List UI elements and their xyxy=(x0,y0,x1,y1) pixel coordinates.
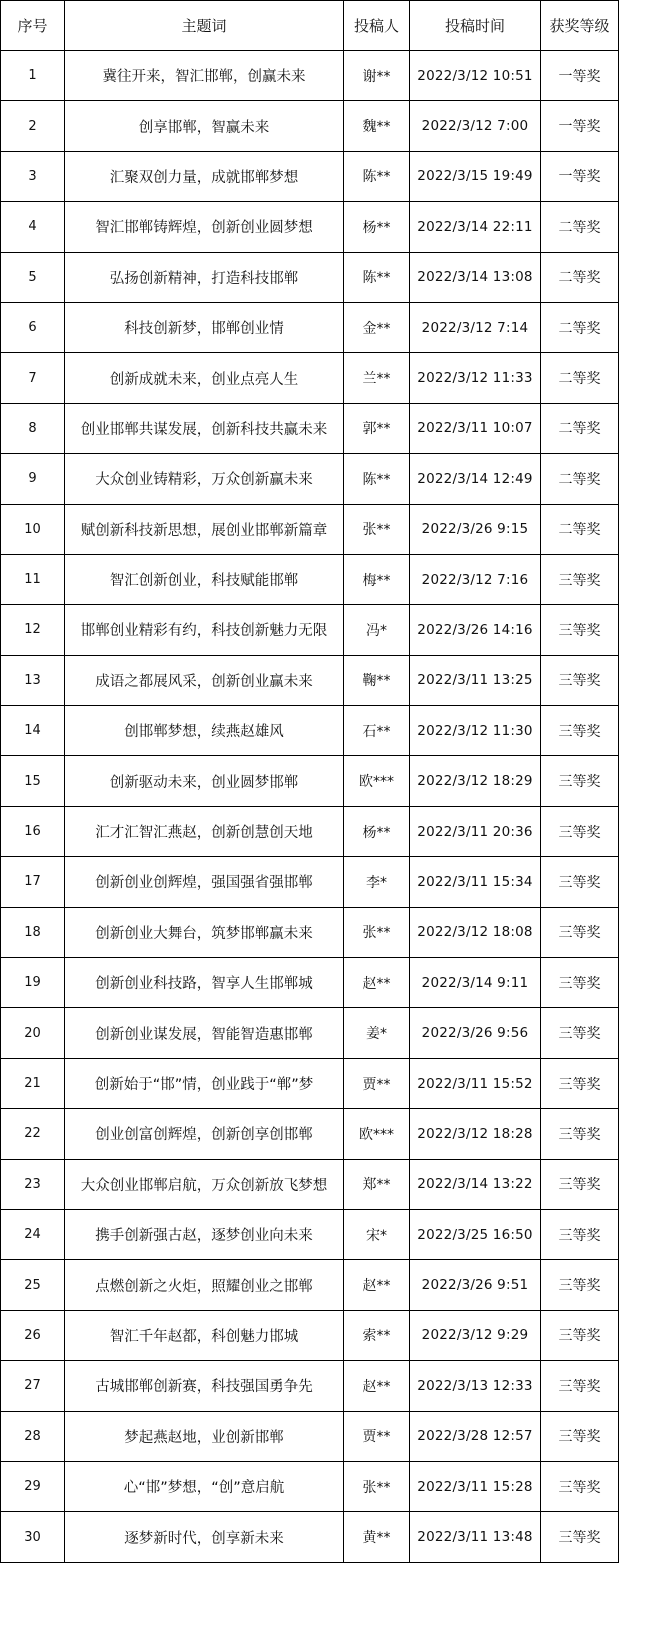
cell-time: 2022/3/12 10:51 xyxy=(410,51,541,101)
cell-author: 谢** xyxy=(344,51,410,101)
cell-theme: 智汇邯郸铸辉煌，创新创业圆梦想 xyxy=(65,202,344,252)
cell-theme: 邯郸创业精彩有约，科技创新魅力无限 xyxy=(65,605,344,655)
table-row xyxy=(1,1512,619,1562)
cell-time: 2022/3/14 9:11 xyxy=(410,958,541,1008)
cell-time: 2022/3/12 7:14 xyxy=(410,302,541,352)
cell-award: 三等奖 xyxy=(541,1411,619,1461)
cell-theme: 汇聚双创力量，成就邯郸梦想 xyxy=(65,151,344,201)
cell-time: 2022/3/12 18:08 xyxy=(410,907,541,957)
table-row xyxy=(1,504,619,554)
header-index: 序号 xyxy=(1,1,65,51)
cell-index: 10 xyxy=(1,504,65,554)
cell-award: 二等奖 xyxy=(541,403,619,453)
table-row xyxy=(1,958,619,1008)
table-row xyxy=(1,252,619,302)
cell-award: 三等奖 xyxy=(541,1310,619,1360)
cell-theme: 赋创新科技新思想，展创业邯郸新篇章 xyxy=(65,504,344,554)
cell-author: 陈** xyxy=(344,454,410,504)
cell-index: 7 xyxy=(1,353,65,403)
cell-time: 2022/3/12 7:00 xyxy=(410,101,541,151)
cell-author: 赵** xyxy=(344,1260,410,1310)
cell-index: 19 xyxy=(1,958,65,1008)
cell-index: 13 xyxy=(1,655,65,705)
cell-time: 2022/3/26 9:56 xyxy=(410,1008,541,1058)
cell-index: 11 xyxy=(1,554,65,604)
cell-author: 郭** xyxy=(344,403,410,453)
cell-theme: 科技创新梦，邯郸创业情 xyxy=(65,302,344,352)
table-row xyxy=(1,403,619,453)
cell-award: 三等奖 xyxy=(541,857,619,907)
cell-author: 贾** xyxy=(344,1058,410,1108)
cell-theme: 创新创业大舞台，筑梦邯郸赢未来 xyxy=(65,907,344,957)
cell-index: 27 xyxy=(1,1361,65,1411)
cell-award: 三等奖 xyxy=(541,1159,619,1209)
cell-index: 18 xyxy=(1,907,65,957)
cell-index: 16 xyxy=(1,806,65,856)
table-row xyxy=(1,353,619,403)
cell-award: 二等奖 xyxy=(541,302,619,352)
cell-index: 21 xyxy=(1,1058,65,1108)
table-row xyxy=(1,1109,619,1159)
header-award: 获奖等级 xyxy=(541,1,619,51)
cell-award: 二等奖 xyxy=(541,454,619,504)
cell-author: 张** xyxy=(344,907,410,957)
cell-award: 二等奖 xyxy=(541,353,619,403)
cell-award: 一等奖 xyxy=(541,151,619,201)
cell-award: 一等奖 xyxy=(541,51,619,101)
cell-time: 2022/3/14 12:49 xyxy=(410,454,541,504)
cell-award: 三等奖 xyxy=(541,1058,619,1108)
table-row xyxy=(1,1260,619,1310)
table-row xyxy=(1,1008,619,1058)
cell-index: 6 xyxy=(1,302,65,352)
cell-theme: 创新创业谋发展，智能智造惠邯郸 xyxy=(65,1008,344,1058)
cell-author: 欧*** xyxy=(344,756,410,806)
cell-author: 索** xyxy=(344,1310,410,1360)
cell-time: 2022/3/11 15:34 xyxy=(410,857,541,907)
table-row xyxy=(1,857,619,907)
cell-award: 一等奖 xyxy=(541,101,619,151)
cell-award: 三等奖 xyxy=(541,554,619,604)
cell-author: 石** xyxy=(344,706,410,756)
cell-time: 2022/3/26 9:15 xyxy=(410,504,541,554)
cell-index: 5 xyxy=(1,252,65,302)
cell-award: 三等奖 xyxy=(541,605,619,655)
cell-theme: 智汇创新创业，科技赋能邯郸 xyxy=(65,554,344,604)
table-row xyxy=(1,202,619,252)
cell-theme: 创新始于“邯”情，创业践于“郸”梦 xyxy=(65,1058,344,1108)
header-row xyxy=(1,1,619,51)
cell-time: 2022/3/11 15:28 xyxy=(410,1461,541,1511)
cell-index: 20 xyxy=(1,1008,65,1058)
cell-author: 杨** xyxy=(344,806,410,856)
cell-award: 三等奖 xyxy=(541,1109,619,1159)
table-row xyxy=(1,806,619,856)
cell-theme: 创业邯郸共谋发展，创新科技共赢未来 xyxy=(65,403,344,453)
cell-time: 2022/3/15 19:49 xyxy=(410,151,541,201)
cell-author: 贾** xyxy=(344,1411,410,1461)
cell-award: 三等奖 xyxy=(541,907,619,957)
cell-theme: 创新驱动未来，创业圆梦邯郸 xyxy=(65,756,344,806)
cell-index: 24 xyxy=(1,1209,65,1259)
cell-award: 二等奖 xyxy=(541,252,619,302)
cell-time: 2022/3/28 12:57 xyxy=(410,1411,541,1461)
cell-theme: 梦起燕赵地，业创新邯郸 xyxy=(65,1411,344,1461)
table-row xyxy=(1,1310,619,1360)
cell-time: 2022/3/12 9:29 xyxy=(410,1310,541,1360)
cell-award: 三等奖 xyxy=(541,958,619,1008)
header-author: 投稿人 xyxy=(344,1,410,51)
cell-award: 二等奖 xyxy=(541,504,619,554)
cell-theme: 创享邯郸，智赢未来 xyxy=(65,101,344,151)
cell-index: 1 xyxy=(1,51,65,101)
table-header xyxy=(1,1,619,51)
cell-author: 魏** xyxy=(344,101,410,151)
cell-index: 2 xyxy=(1,101,65,151)
cell-time: 2022/3/26 9:51 xyxy=(410,1260,541,1310)
cell-author: 宋* xyxy=(344,1209,410,1259)
cell-award: 三等奖 xyxy=(541,806,619,856)
cell-time: 2022/3/14 22:11 xyxy=(410,202,541,252)
cell-award: 三等奖 xyxy=(541,1512,619,1562)
cell-theme: 携手创新强古赵，逐梦创业向未来 xyxy=(65,1209,344,1259)
cell-theme: 汇才汇智汇燕赵，创新创慧创天地 xyxy=(65,806,344,856)
cell-time: 2022/3/12 18:28 xyxy=(410,1109,541,1159)
cell-theme: 创业创富创辉煌，创新创享创邯郸 xyxy=(65,1109,344,1159)
cell-index: 30 xyxy=(1,1512,65,1562)
cell-author: 冯* xyxy=(344,605,410,655)
table-row xyxy=(1,907,619,957)
cell-theme: 点燃创新之火炬，照耀创业之邯郸 xyxy=(65,1260,344,1310)
table-row xyxy=(1,706,619,756)
cell-author: 鞠** xyxy=(344,655,410,705)
table-row xyxy=(1,454,619,504)
cell-index: 26 xyxy=(1,1310,65,1360)
cell-index: 15 xyxy=(1,756,65,806)
cell-theme: 古城邯郸创新赛，科技强国勇争先 xyxy=(65,1361,344,1411)
cell-index: 4 xyxy=(1,202,65,252)
cell-time: 2022/3/11 13:48 xyxy=(410,1512,541,1562)
cell-theme: 创新创业科技路，智享人生邯郸城 xyxy=(65,958,344,1008)
table-row xyxy=(1,1461,619,1511)
cell-time: 2022/3/11 15:52 xyxy=(410,1058,541,1108)
cell-author: 兰** xyxy=(344,353,410,403)
cell-theme: 智汇千年赵都，科创魅力邯城 xyxy=(65,1310,344,1360)
table-row xyxy=(1,655,619,705)
table-row xyxy=(1,1411,619,1461)
cell-theme: 心“邯”梦想，“创”意启航 xyxy=(65,1461,344,1511)
table-body xyxy=(1,51,619,1563)
cell-award: 二等奖 xyxy=(541,202,619,252)
cell-time: 2022/3/26 14:16 xyxy=(410,605,541,655)
cell-theme: 弘扬创新精神，打造科技邯郸 xyxy=(65,252,344,302)
cell-time: 2022/3/25 16:50 xyxy=(410,1209,541,1259)
table-row xyxy=(1,101,619,151)
header-theme: 主题词 xyxy=(65,1,344,51)
table-row xyxy=(1,151,619,201)
cell-author: 郑** xyxy=(344,1159,410,1209)
cell-author: 黄** xyxy=(344,1512,410,1562)
cell-award: 三等奖 xyxy=(541,1461,619,1511)
table-row xyxy=(1,605,619,655)
cell-award: 三等奖 xyxy=(541,1260,619,1310)
cell-index: 22 xyxy=(1,1109,65,1159)
cell-author: 姜* xyxy=(344,1008,410,1058)
cell-time: 2022/3/11 20:36 xyxy=(410,806,541,856)
cell-author: 李* xyxy=(344,857,410,907)
cell-award: 三等奖 xyxy=(541,655,619,705)
cell-time: 2022/3/14 13:08 xyxy=(410,252,541,302)
cell-index: 17 xyxy=(1,857,65,907)
cell-author: 张** xyxy=(344,504,410,554)
cell-theme: 创新成就未来，创业点亮人生 xyxy=(65,353,344,403)
cell-author: 金** xyxy=(344,302,410,352)
table-row xyxy=(1,302,619,352)
cell-index: 14 xyxy=(1,706,65,756)
cell-index: 8 xyxy=(1,403,65,453)
cell-award: 三等奖 xyxy=(541,1008,619,1058)
cell-theme: 逐梦新时代，创享新未来 xyxy=(65,1512,344,1562)
table-row xyxy=(1,554,619,604)
header-time: 投稿时间 xyxy=(410,1,541,51)
cell-index: 12 xyxy=(1,605,65,655)
cell-theme: 成语之都展风采，创新创业赢未来 xyxy=(65,655,344,705)
cell-index: 28 xyxy=(1,1411,65,1461)
cell-time: 2022/3/11 10:07 xyxy=(410,403,541,453)
cell-theme: 大众创业邯郸启航，万众创新放飞梦想 xyxy=(65,1159,344,1209)
cell-author: 欧*** xyxy=(344,1109,410,1159)
cell-award: 三等奖 xyxy=(541,706,619,756)
cell-award: 三等奖 xyxy=(541,1209,619,1259)
cell-author: 陈** xyxy=(344,151,410,201)
table-row xyxy=(1,51,619,101)
cell-index: 3 xyxy=(1,151,65,201)
cell-time: 2022/3/11 13:25 xyxy=(410,655,541,705)
cell-time: 2022/3/12 11:30 xyxy=(410,706,541,756)
cell-award: 三等奖 xyxy=(541,1361,619,1411)
cell-author: 陈** xyxy=(344,252,410,302)
cell-time: 2022/3/12 7:16 xyxy=(410,554,541,604)
cell-index: 9 xyxy=(1,454,65,504)
table-row xyxy=(1,756,619,806)
cell-author: 梅** xyxy=(344,554,410,604)
cell-theme: 创新创业创辉煌，强国强省强邯郸 xyxy=(65,857,344,907)
table-row xyxy=(1,1058,619,1108)
table-row xyxy=(1,1361,619,1411)
cell-theme: 创邯郸梦想，续燕赵雄风 xyxy=(65,706,344,756)
cell-time: 2022/3/12 18:29 xyxy=(410,756,541,806)
cell-time: 2022/3/14 13:22 xyxy=(410,1159,541,1209)
table-row xyxy=(1,1209,619,1259)
cell-time: 2022/3/13 12:33 xyxy=(410,1361,541,1411)
cell-index: 23 xyxy=(1,1159,65,1209)
cell-author: 赵** xyxy=(344,958,410,1008)
cell-time: 2022/3/12 11:33 xyxy=(410,353,541,403)
cell-author: 张** xyxy=(344,1461,410,1511)
cell-award: 三等奖 xyxy=(541,756,619,806)
cell-index: 29 xyxy=(1,1461,65,1511)
table-row xyxy=(1,1159,619,1209)
cell-theme: 大众创业铸精彩，万众创新赢未来 xyxy=(65,454,344,504)
cell-author: 赵** xyxy=(344,1361,410,1411)
cell-author: 杨** xyxy=(344,202,410,252)
cell-theme: 冀往开来，智汇邯郸，创赢未来 xyxy=(65,51,344,101)
cell-index: 25 xyxy=(1,1260,65,1310)
